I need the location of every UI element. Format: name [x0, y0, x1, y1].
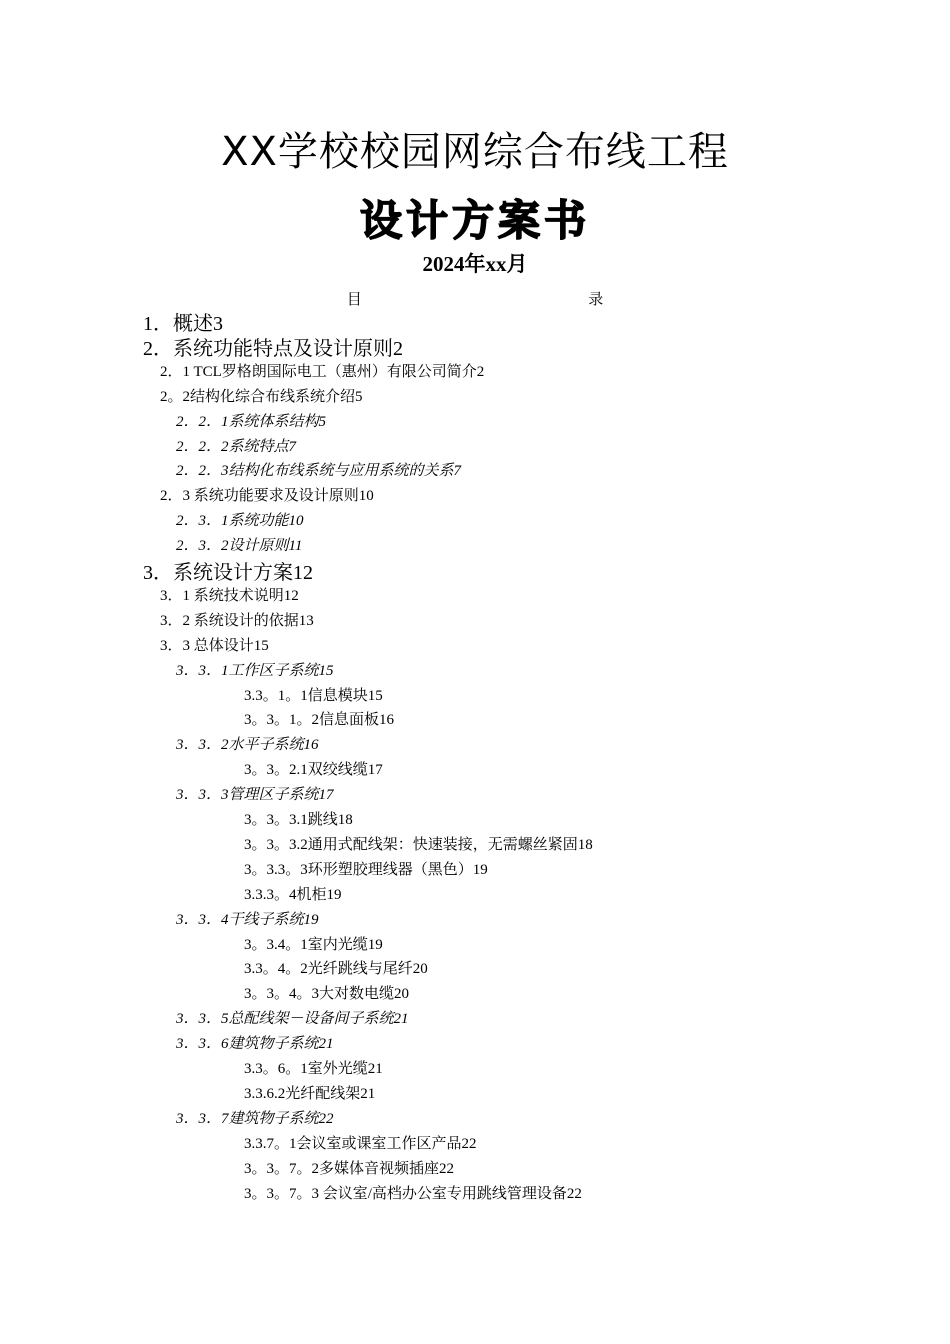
toc-entry-level-1[interactable]: 2．系统功能特点及设计原则2 [143, 337, 403, 360]
document-title: XX学校校园网综合布线工程 [221, 129, 729, 175]
toc-entry-level-4[interactable]: 3.3。6。1室外光缆21 [244, 1061, 383, 1077]
toc-entry-level-4[interactable]: 3.3。4。2光纤跳线与尾纤20 [244, 961, 428, 978]
toc-entry-level-3[interactable]: 2．3．2设计原则11 [176, 538, 303, 555]
toc-heading [0, 288, 950, 309]
toc-heading-char-1: 目 [346, 290, 362, 308]
document-date: 2024年xx月 [422, 252, 528, 276]
toc-entry-level-2[interactable]: 2．1 TCL罗格朗国际电工（惠州）有限公司简介2 [160, 363, 485, 380]
toc-entry-level-4[interactable]: 3。3。3.2通用式配线架：快速装接，无需螺丝紧固18 [244, 836, 593, 853]
toc-entry-level-4[interactable]: 3。3.4。1室内光缆19 [244, 936, 383, 953]
toc-entry-level-3[interactable]: 2．2．2系统特点7 [176, 438, 297, 455]
toc-entry-level-3[interactable]: 3．3．1工作区子系统15 [176, 662, 334, 679]
toc-entry-level-3[interactable]: 3．3．2水平子系统16 [176, 737, 319, 754]
toc-entry-level-3[interactable]: 2．2．3结构化布线系统与应用系统的关系7 [176, 463, 462, 480]
toc-entry-level-4[interactable]: 3。3。1。2信息面板16 [244, 712, 395, 729]
toc-entry-level-3[interactable]: 2．2．1系统体系结构5 [176, 413, 327, 430]
toc-entry-level-2[interactable]: 2．3 系统功能要求及设计原则10 [160, 488, 374, 505]
toc-entry-level-4[interactable]: 3。3。4。3大对数电缆20 [244, 986, 410, 1003]
toc-entry-level-4[interactable]: 3。3。3.1跳线18 [244, 812, 353, 828]
document-subtitle: 设计方案书 [359, 196, 590, 245]
toc-entry-level-2[interactable]: 2。2结构化综合布线系统介绍5 [160, 388, 363, 405]
toc-heading-char-2: 录 [588, 290, 604, 308]
toc-entry-level-3[interactable]: 3．3．4干线子系统19 [176, 911, 319, 928]
toc-entry-level-3[interactable]: 3．3．3管理区子系统17 [176, 787, 334, 804]
toc-entry-level-2[interactable]: 3．1 系统技术说明12 [160, 587, 299, 604]
toc-entry-level-4[interactable]: 3.3.6.2光纤配线架21 [244, 1085, 376, 1102]
toc-entry-level-4[interactable]: 3。3。7。3 会议室/高档办公室专用跳线管理设备22 [244, 1185, 582, 1202]
toc-entry-level-4[interactable]: 3。3.3。3环形塑胶理线器（黑色）19 [244, 861, 488, 878]
toc-entry-level-4[interactable]: 3。3。7。2多媒体音视频插座22 [244, 1160, 455, 1177]
toc-entry-level-2[interactable]: 3．3 总体设计15 [160, 637, 269, 654]
toc-entry-level-4[interactable]: 3。3。2.1双绞线缆17 [244, 762, 383, 779]
toc-entry-level-3[interactable]: 2．3．1系统功能10 [176, 513, 304, 530]
toc-entry-level-3[interactable]: 3．3．5总配线架－设备间子系统21 [176, 1011, 409, 1028]
toc-entry-level-1[interactable]: 1．概述3 [143, 313, 223, 335]
toc-entry-level-4[interactable]: 3.3.3。4机柜19 [244, 886, 342, 903]
toc-entry-level-3[interactable]: 3．3．6建筑物子系统21 [176, 1036, 334, 1053]
toc-entry-level-3[interactable]: 3．3．7建筑物子系统22 [176, 1110, 334, 1127]
toc-entry-level-2[interactable]: 3．2 系统设计的依据13 [160, 612, 314, 629]
toc-entry-level-4[interactable]: 3.3.7。1会议室或课室工作区产品22 [244, 1135, 477, 1152]
toc-entry-level-1[interactable]: 3．系统设计方案12 [143, 562, 313, 584]
toc-entry-level-4[interactable]: 3.3。1。1信息模块15 [244, 687, 383, 704]
